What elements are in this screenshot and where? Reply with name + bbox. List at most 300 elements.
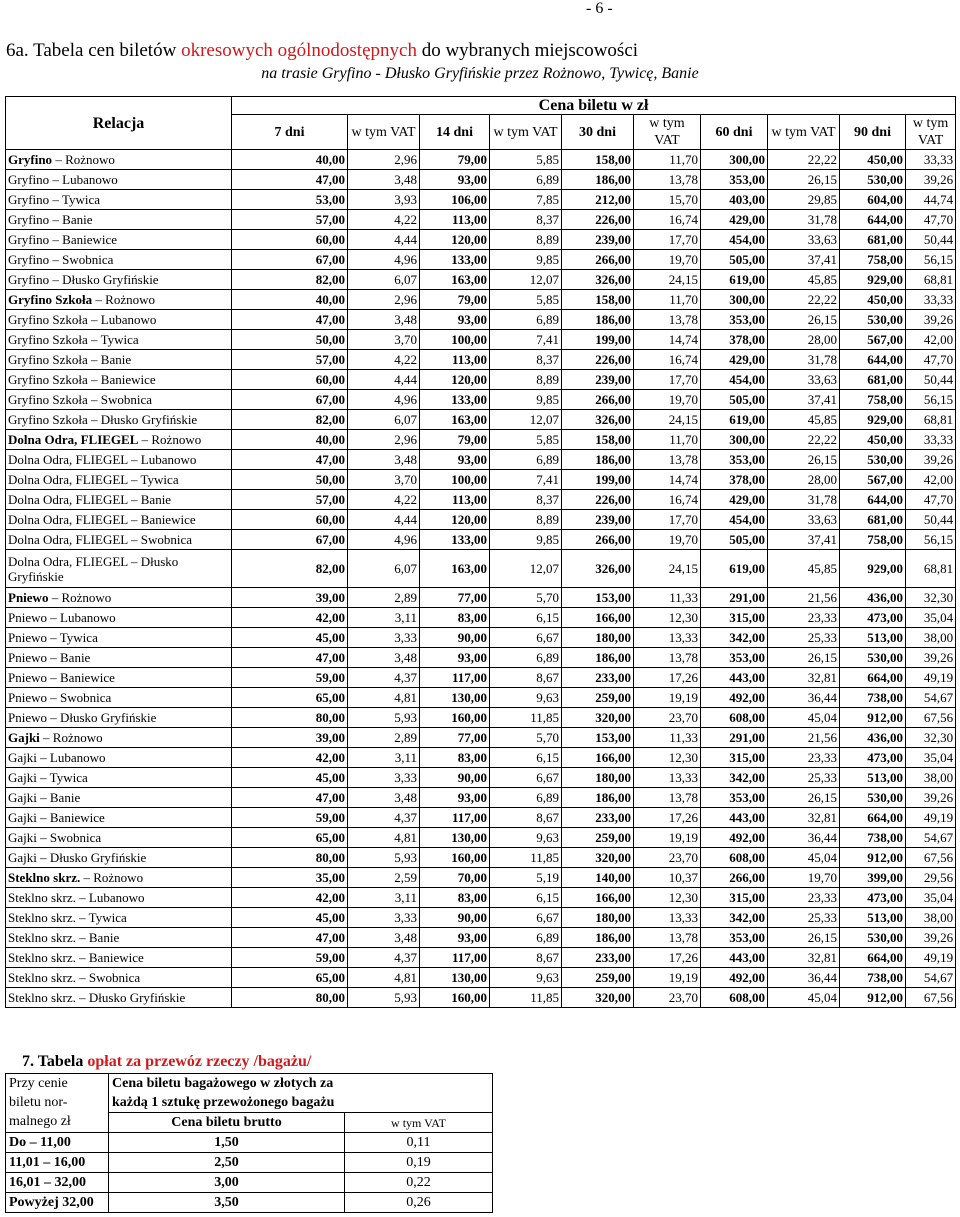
vat-cell: 6,89: [490, 648, 562, 668]
table-row: [6, 410, 956, 430]
price-cell: 42,00: [232, 748, 348, 768]
relation-to: Rożnowo: [52, 730, 103, 745]
price-cell: 353,00: [701, 648, 768, 668]
vat-cell: 15,70: [634, 190, 701, 210]
vat-cell: 22,22: [768, 290, 840, 310]
table-row: [6, 550, 956, 588]
price-cell: 738,00: [840, 688, 906, 708]
vat-cell: 6,67: [490, 768, 562, 788]
relation-separator: –: [127, 532, 141, 547]
table-row: [6, 868, 956, 888]
vat-cell: 6,89: [490, 310, 562, 330]
vat-cell: 3,48: [348, 928, 420, 948]
vat-cell: 21,56: [768, 588, 840, 608]
vat-cell: 2,89: [348, 588, 420, 608]
relation-to: Banie: [60, 650, 91, 665]
price-cell: 608,00: [701, 988, 768, 1008]
vat-cell: 49,19: [906, 668, 956, 688]
vat-cell: 47,70: [906, 210, 956, 230]
vat-cell: 22,22: [768, 430, 840, 450]
luggage-row: [6, 1193, 493, 1213]
price-cell: 320,00: [562, 708, 634, 728]
relation-cell: [6, 290, 232, 310]
price-table: [5, 96, 956, 1008]
price-cell: 158,00: [562, 290, 634, 310]
vat-cell: 13,33: [634, 628, 701, 648]
price-cell: 326,00: [562, 410, 634, 430]
price-cell: 530,00: [840, 450, 906, 470]
price-cell: 158,00: [562, 430, 634, 450]
vat-cell: 26,15: [768, 310, 840, 330]
relation-separator: –: [49, 212, 63, 227]
price-cell: 199,00: [562, 470, 634, 490]
vat-cell: 19,19: [634, 688, 701, 708]
price-cell: 186,00: [562, 928, 634, 948]
column-header: w tym VAT: [490, 115, 562, 150]
price-cell: 454,00: [701, 510, 768, 530]
relation-cell: [6, 170, 232, 190]
column-header: 7 dni: [232, 115, 348, 150]
vat-cell: 31,78: [768, 350, 840, 370]
vat-cell: 36,44: [768, 968, 840, 988]
vat-cell: 9,85: [490, 530, 562, 550]
relation-from: Pniewo: [8, 650, 47, 665]
price-cell: 40,00: [232, 290, 348, 310]
relation-to: Dłusko Gryfińskie: [8, 553, 179, 584]
price-cell: 505,00: [701, 390, 768, 410]
price-cell: 239,00: [562, 510, 634, 530]
price-cell: 436,00: [840, 588, 906, 608]
table-row: [6, 530, 956, 550]
relation-from: Dolna Odra, FLIEGEL: [8, 452, 128, 467]
relation-from: Gryfino: [8, 172, 50, 187]
price-cell: 530,00: [840, 788, 906, 808]
luggage-vat-cell: 0,11: [345, 1133, 493, 1153]
relation-to: Tywica: [49, 770, 88, 785]
vat-cell: 45,04: [768, 848, 840, 868]
price-cell: 530,00: [840, 928, 906, 948]
price-cell: 140,00: [562, 868, 634, 888]
vat-cell: 19,70: [634, 390, 701, 410]
vat-cell: 11,33: [634, 728, 701, 748]
relation-cell: [6, 450, 232, 470]
price-cell: 738,00: [840, 968, 906, 988]
vat-cell: 19,19: [634, 828, 701, 848]
relation-cell: [6, 768, 232, 788]
price-cell: 315,00: [701, 888, 768, 908]
vat-cell: 42,00: [906, 330, 956, 350]
price-cell: 505,00: [701, 250, 768, 270]
vat-cell: 29,56: [906, 868, 956, 888]
luggage-table-body: [6, 1133, 493, 1213]
relation-from: Steklno skrz.: [8, 910, 76, 925]
price-cell: 758,00: [840, 390, 906, 410]
price-cell: 77,00: [420, 588, 490, 608]
price-cell: 443,00: [701, 808, 768, 828]
vat-cell: 6,67: [490, 628, 562, 648]
price-cell: 186,00: [562, 450, 634, 470]
relation-cell: [6, 888, 232, 908]
relation-from: Dolna Odra, FLIEGEL: [8, 532, 128, 547]
table-row: [6, 290, 956, 310]
price-cell: 158,00: [562, 150, 634, 170]
price-cell: 50,00: [232, 470, 348, 490]
relation-to: Tywica: [88, 910, 127, 925]
relation-separator: –: [47, 610, 60, 625]
relation-separator: –: [49, 192, 62, 207]
relation-to: Baniewice: [62, 232, 118, 247]
price-cell: 160,00: [420, 848, 490, 868]
table-row: [6, 390, 956, 410]
relation-from: Gajki: [8, 850, 37, 865]
relation-to: Swobnica: [62, 252, 114, 267]
price-cell: 106,00: [420, 190, 490, 210]
vat-cell: 45,85: [768, 550, 840, 588]
relation-to: Rożnowo: [105, 292, 155, 307]
vat-cell: 26,15: [768, 648, 840, 668]
price-cell: 93,00: [420, 450, 490, 470]
vat-cell: 6,15: [490, 748, 562, 768]
table-row: [6, 430, 956, 450]
relation-from: Dolna Odra, FLIEGEL: [8, 432, 139, 447]
vat-cell: 23,33: [768, 888, 840, 908]
vat-cell: 6,89: [490, 170, 562, 190]
vat-cell: 12,07: [490, 550, 562, 588]
vat-cell: 3,11: [348, 748, 420, 768]
table-row: [6, 668, 956, 688]
price-cell: 60,00: [232, 510, 348, 530]
relation-to: Banie: [49, 790, 81, 805]
price-cell: 117,00: [420, 948, 490, 968]
price-cell: 83,00: [420, 888, 490, 908]
price-cell: 67,00: [232, 530, 348, 550]
price-cell: 758,00: [840, 530, 906, 550]
price-cell: 315,00: [701, 748, 768, 768]
vat-cell: 33,63: [768, 230, 840, 250]
vat-cell: 54,67: [906, 688, 956, 708]
vat-cell: 8,37: [490, 490, 562, 510]
vat-cell: 11,85: [490, 988, 562, 1008]
relation-to: Baniewice: [140, 512, 196, 527]
vat-cell: 23,70: [634, 848, 701, 868]
price-cell: 239,00: [562, 230, 634, 250]
vat-cell: 4,37: [348, 808, 420, 828]
relation-to: Banie: [88, 930, 120, 945]
vat-cell: 56,15: [906, 390, 956, 410]
vat-cell: 19,19: [634, 968, 701, 988]
relation-separator: –: [47, 650, 60, 665]
vat-cell: 9,63: [490, 688, 562, 708]
price-cell: 65,00: [232, 968, 348, 988]
price-cell: 80,00: [232, 848, 348, 868]
vat-cell: 14,74: [634, 330, 701, 350]
relation-from: Steklno skrz.: [8, 890, 76, 905]
vat-cell: 9,63: [490, 968, 562, 988]
luggage-vat-cell: 0,22: [345, 1173, 493, 1193]
price-cell: 60,00: [232, 370, 348, 390]
relation-separator: –: [127, 492, 141, 507]
vat-cell: 67,56: [906, 848, 956, 868]
relation-separator: –: [75, 970, 89, 985]
vat-cell: 14,74: [634, 470, 701, 490]
relation-separator: –: [127, 472, 141, 487]
lug-main-header-line2: każdą 1 sztukę przewożonego bagażu: [109, 1093, 493, 1113]
vat-cell: 11,70: [634, 430, 701, 450]
relation-cell: [6, 530, 232, 550]
vat-cell: 17,26: [634, 808, 701, 828]
vat-cell: 68,81: [906, 550, 956, 588]
luggage-row: [6, 1133, 493, 1153]
vat-cell: 2,96: [348, 290, 420, 310]
price-cell: 505,00: [701, 530, 768, 550]
price-table-subtitle: na trasie Gryfino - Dłusko Gryfińskie przez Rożnowo, Tywicę, Banie: [261, 65, 699, 82]
relation-to: Rożnowo: [93, 870, 144, 885]
vat-cell: 49,19: [906, 808, 956, 828]
vat-cell: 3,11: [348, 888, 420, 908]
relation-to: Swobnica: [100, 392, 153, 407]
relation-to: Baniewice: [60, 670, 115, 685]
price-cell: 90,00: [420, 628, 490, 648]
price-cell: 133,00: [420, 390, 490, 410]
vat-cell: 26,15: [768, 170, 840, 190]
luggage-table: [5, 1073, 493, 1213]
price-cell: 567,00: [840, 470, 906, 490]
vat-cell: 3,48: [348, 310, 420, 330]
relation-separator: –: [49, 172, 63, 187]
relation-separator: –: [36, 790, 50, 805]
vat-cell: 47,70: [906, 490, 956, 510]
vat-cell: 39,26: [906, 928, 956, 948]
column-header: 14 dni: [420, 115, 490, 150]
relation-separator: –: [127, 553, 141, 569]
price-cell: 130,00: [420, 688, 490, 708]
price-cell: 163,00: [420, 410, 490, 430]
relation-separator: –: [87, 372, 101, 387]
price-cell: 47,00: [232, 648, 348, 668]
relation-to: Lubanowo: [49, 750, 106, 765]
luggage-heading-highlight: opłat za przewóz rzeczy /bagażu/: [87, 1053, 312, 1070]
table-row: [6, 230, 956, 250]
price-cell: 429,00: [701, 490, 768, 510]
relation-to: Dłusko Gryfińskie: [60, 710, 157, 725]
vat-cell: 17,26: [634, 668, 701, 688]
price-cell: 47,00: [232, 928, 348, 948]
vat-cell: 3,48: [348, 450, 420, 470]
price-cell: 492,00: [701, 968, 768, 988]
vat-cell: 13,78: [634, 310, 701, 330]
heading-suffix: do wybranych miejscowości: [416, 40, 639, 61]
relation-cell: [6, 310, 232, 330]
vat-cell: 8,67: [490, 808, 562, 828]
price-cell: 454,00: [701, 370, 768, 390]
price-cell: 93,00: [420, 928, 490, 948]
relation-cell: [6, 968, 232, 988]
column-header: w tym VAT: [768, 115, 840, 150]
vat-cell: 33,63: [768, 510, 840, 530]
relation-cell: [6, 330, 232, 350]
price-cell: 353,00: [701, 928, 768, 948]
vat-cell: 2,59: [348, 868, 420, 888]
price-cell: 180,00: [562, 768, 634, 788]
table-row: [6, 190, 956, 210]
price-cell: 378,00: [701, 330, 768, 350]
price-cell: 233,00: [562, 808, 634, 828]
price-cell: 664,00: [840, 808, 906, 828]
relation-from: Gryfino Szkoła: [8, 392, 88, 407]
relation-separator: –: [138, 432, 152, 447]
relation-separator: –: [87, 392, 101, 407]
vat-cell: 4,37: [348, 948, 420, 968]
vat-cell: 45,04: [768, 988, 840, 1008]
vat-cell: 13,78: [634, 788, 701, 808]
price-cell: 113,00: [420, 350, 490, 370]
vat-cell: 7,41: [490, 330, 562, 350]
lug-main-header-line1: Cena biletu bagażowego w złotych za: [109, 1074, 493, 1094]
relation-separator: –: [36, 750, 50, 765]
price-cell: 42,00: [232, 608, 348, 628]
relation-to: Swobnica: [88, 970, 141, 985]
vat-cell: 5,19: [490, 868, 562, 888]
price-cell: 681,00: [840, 510, 906, 530]
table-row: [6, 948, 956, 968]
vat-cell: 3,33: [348, 908, 420, 928]
relation-cell: [6, 588, 232, 608]
vat-cell: 45,85: [768, 270, 840, 290]
relation-cell: [6, 470, 232, 490]
price-cell: 57,00: [232, 210, 348, 230]
price-cell: 117,00: [420, 668, 490, 688]
relation-from: Gajki: [8, 810, 37, 825]
table-row: [6, 848, 956, 868]
price-cell: 644,00: [840, 210, 906, 230]
price-cell: 619,00: [701, 410, 768, 430]
table-row: [6, 648, 956, 668]
relation-header: Relacja: [6, 97, 232, 150]
relation-to: Lubanowo: [60, 610, 116, 625]
column-header: w tym VAT: [906, 115, 956, 150]
relation-to: Tywica: [140, 472, 179, 487]
relation-cell: [6, 430, 232, 450]
vat-cell: 10,37: [634, 868, 701, 888]
vat-cell: 50,44: [906, 510, 956, 530]
lug-col2-header: Cena biletu brutto: [109, 1113, 345, 1133]
vat-cell: 67,56: [906, 708, 956, 728]
price-cell: 403,00: [701, 190, 768, 210]
vat-cell: 9,63: [490, 828, 562, 848]
price-cell: 166,00: [562, 748, 634, 768]
price-cell: 492,00: [701, 688, 768, 708]
price-cell: 186,00: [562, 170, 634, 190]
relation-separator: –: [75, 950, 89, 965]
price-cell: 82,00: [232, 270, 348, 290]
vat-cell: 6,89: [490, 788, 562, 808]
vat-cell: 4,44: [348, 230, 420, 250]
price-cell: 326,00: [562, 270, 634, 290]
relation-to: Lubanowo: [140, 452, 197, 467]
relation-from: Gryfino: [8, 232, 50, 247]
price-cell: 291,00: [701, 588, 768, 608]
relation-separator: –: [87, 312, 101, 327]
page-number: - 6 -: [586, 0, 613, 17]
luggage-row: [6, 1153, 493, 1173]
table-row: [6, 988, 956, 1008]
relation-from: Gajki: [8, 770, 37, 785]
price-cell: 90,00: [420, 768, 490, 788]
table-row: [6, 928, 956, 948]
relation-from: Gajki: [8, 730, 40, 745]
relation-from: Pniewo: [8, 610, 47, 625]
price-cell: 266,00: [562, 390, 634, 410]
vat-cell: 13,78: [634, 450, 701, 470]
price-cell: 530,00: [840, 170, 906, 190]
price-cell: 180,00: [562, 628, 634, 648]
vat-cell: 11,70: [634, 150, 701, 170]
vat-cell: 3,48: [348, 170, 420, 190]
vat-cell: 23,33: [768, 608, 840, 628]
price-cell: 60,00: [232, 230, 348, 250]
price-cell: 45,00: [232, 628, 348, 648]
vat-cell: 38,00: [906, 768, 956, 788]
table-row: [6, 748, 956, 768]
relation-from: Dolna Odra, FLIEGEL: [8, 472, 128, 487]
price-cell: 912,00: [840, 848, 906, 868]
vat-cell: 4,37: [348, 668, 420, 688]
price-cell: 429,00: [701, 210, 768, 230]
relation-cell: [6, 668, 232, 688]
vat-cell: 12,30: [634, 608, 701, 628]
price-cell: 80,00: [232, 988, 348, 1008]
relation-separator: –: [80, 870, 94, 885]
vat-cell: 42,00: [906, 470, 956, 490]
price-cell: 378,00: [701, 470, 768, 490]
price-cell: 90,00: [420, 908, 490, 928]
price-cell: 300,00: [701, 290, 768, 310]
vat-cell: 11,85: [490, 708, 562, 728]
relation-cell: [6, 550, 232, 588]
relation-from: Pniewo: [8, 590, 49, 605]
vat-cell: 37,41: [768, 390, 840, 410]
vat-cell: 5,85: [490, 430, 562, 450]
relation-cell: [6, 748, 232, 768]
relation-from: Pniewo: [8, 630, 47, 645]
relation-from: Gryfino: [8, 192, 50, 207]
vat-cell: 12,07: [490, 270, 562, 290]
relation-to: Dłusko Gryfińskie: [100, 412, 198, 427]
price-cell: 513,00: [840, 768, 906, 788]
price-cell: 77,00: [420, 728, 490, 748]
luggage-range-cell: 11,01 – 16,00: [6, 1153, 109, 1173]
vat-cell: 33,33: [906, 290, 956, 310]
price-cell: 59,00: [232, 668, 348, 688]
vat-cell: 4,22: [348, 490, 420, 510]
table-row: [6, 628, 956, 648]
vat-cell: 39,26: [906, 450, 956, 470]
price-cell: 47,00: [232, 170, 348, 190]
column-header: 60 dni: [701, 115, 768, 150]
price-cell: 35,00: [232, 868, 348, 888]
relation-to: Rożnowo: [151, 432, 202, 447]
relation-cell: [6, 230, 232, 250]
relation-to: Banie: [140, 492, 172, 507]
relation-to: Rożnowo: [61, 590, 112, 605]
table-row: [6, 270, 956, 290]
relation-cell: [6, 350, 232, 370]
vat-cell: 4,96: [348, 530, 420, 550]
vat-cell: 39,26: [906, 170, 956, 190]
price-cell: 429,00: [701, 350, 768, 370]
price-cell: 320,00: [562, 848, 634, 868]
price-cell: 492,00: [701, 828, 768, 848]
